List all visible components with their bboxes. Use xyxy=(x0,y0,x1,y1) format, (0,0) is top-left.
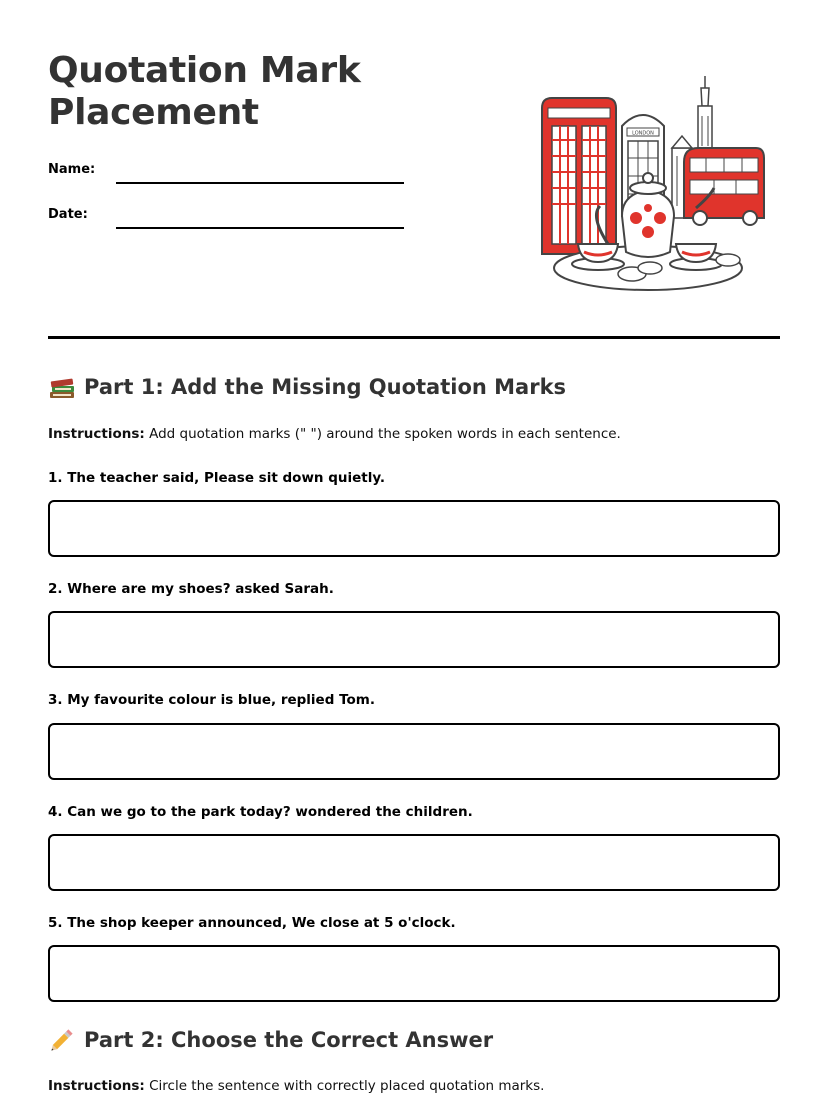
answer-box-3[interactable] xyxy=(48,723,780,780)
part2-heading-text: Part 2: Choose the Correct Answer xyxy=(84,1028,494,1052)
answer-box-1[interactable] xyxy=(48,500,780,557)
books-icon xyxy=(48,374,76,400)
date-field-row xyxy=(48,207,408,237)
date-label: Date: xyxy=(48,207,88,222)
date-line[interactable] xyxy=(116,227,404,229)
part2-instructions xyxy=(48,1078,544,1094)
question-4: 4. Can we go to the park today? wondered the children. xyxy=(48,804,473,820)
question-3: 3. My favourite colour is blue, replied Tom. xyxy=(48,692,375,708)
answer-box-4[interactable] xyxy=(48,834,780,891)
header-divider xyxy=(48,336,780,339)
answer-box-5[interactable] xyxy=(48,945,780,1002)
question-5: 5. The shop keeper announced, We close at 5 o'clock. xyxy=(48,915,456,931)
london-tea-illustration xyxy=(538,76,768,294)
part1-heading xyxy=(48,374,566,400)
name-field-row xyxy=(48,162,408,192)
part1-instructions-text: Add quotation marks (" ") around the spoken words in each sentence. xyxy=(144,426,621,442)
question-1: 1. The teacher said, Please sit down quietly. xyxy=(48,470,386,486)
part1-instructions xyxy=(48,426,621,442)
part2-instructions-label: Instructions: xyxy=(48,1078,145,1094)
part1-heading-text: Part 1: Add the Missing Quotation Marks xyxy=(84,375,567,399)
pencil-icon xyxy=(48,1027,76,1053)
name-line[interactable] xyxy=(116,182,404,184)
part2-instructions-text: Circle the sentence with correctly placed quotation marks. xyxy=(144,1078,545,1094)
part1-instructions-label: Instructions: xyxy=(48,426,145,442)
red-bus-icon xyxy=(684,148,764,225)
answer-box-2[interactable] xyxy=(48,611,780,668)
part2-heading xyxy=(48,1027,493,1053)
london-sign: LONDON xyxy=(632,130,654,137)
tower-icon xyxy=(698,76,712,154)
name-label: Name: xyxy=(48,162,96,177)
question-2: 2. Where are my shoes? asked Sarah. xyxy=(48,581,334,597)
red-phone-booth-icon xyxy=(542,98,616,254)
page-title: Quotation Mark Placement xyxy=(48,50,361,133)
